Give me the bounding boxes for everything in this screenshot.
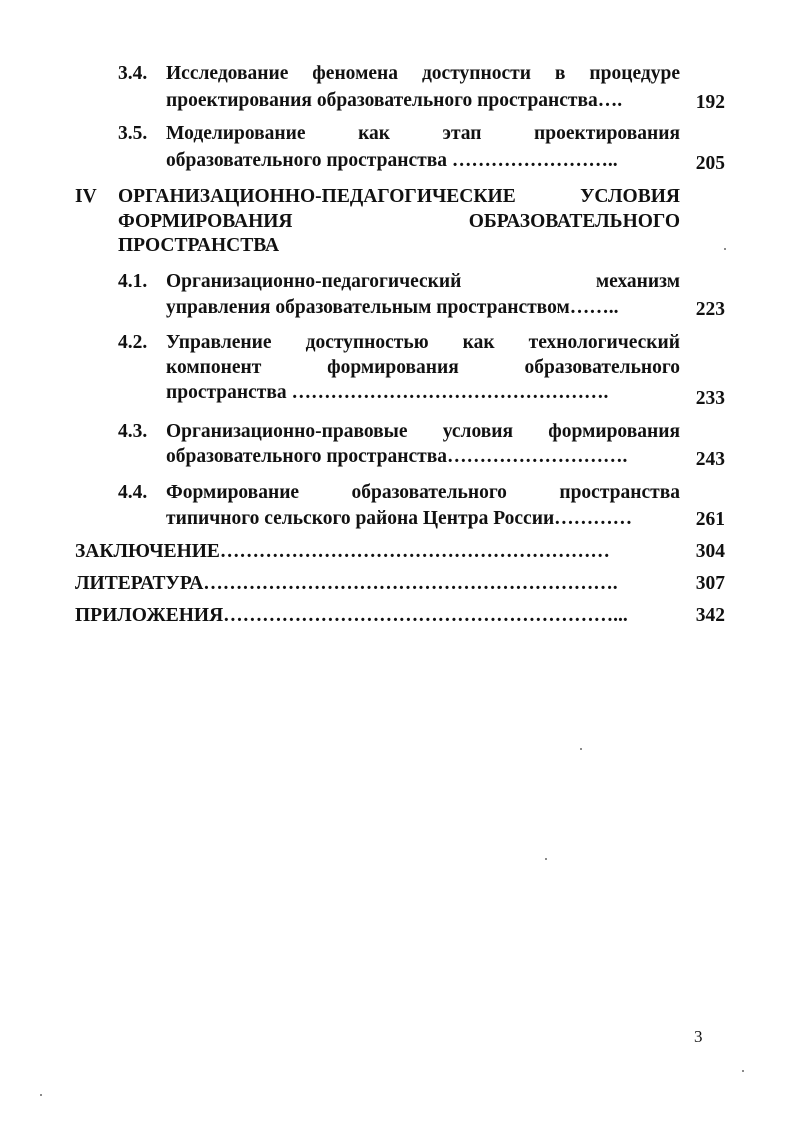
entry-title-line: Организационно-педагогический механизм [166, 271, 680, 292]
entry-title-line: компонент формирования образовательного [166, 357, 680, 378]
scan-speck [580, 748, 582, 750]
entry-title-line: Моделирование как этап проектирования [166, 123, 680, 144]
entry-title-line: управления образовательным пространством…….. [166, 297, 619, 318]
chapter-title-line: ФОРМИРОВАНИЯ ОБРАЗОВАТЕЛЬНОГО [118, 211, 680, 232]
entry-title-line: проектирования образовательного пространства…. [166, 90, 623, 111]
references-title: ЛИТЕРАТУРА………………………………………………………. [75, 573, 618, 594]
entry-number: 3.5. [118, 123, 148, 144]
scan-speck [742, 1070, 744, 1072]
scan-speck [545, 858, 547, 860]
entry-number: 3.4. [118, 63, 148, 84]
scan-speck [724, 248, 726, 250]
entry-title-line: Исследование феномена доступности в процедуре [166, 63, 680, 84]
entry-title-line: Организационно-правовые условия формирования [166, 421, 680, 442]
entry-title-line: Формирование образовательного пространства [166, 482, 680, 503]
entry-title-line: типичного сельского района Центра России………… [166, 508, 633, 529]
entry-page: 304 [695, 541, 725, 562]
entry-title-line: пространства …………………………………………. [166, 382, 609, 403]
entry-page: 233 [695, 388, 725, 409]
entry-number: 4.4. [118, 482, 148, 503]
entry-page: 223 [695, 299, 725, 320]
entry-page: 307 [695, 573, 725, 594]
chapter-number: IV [75, 186, 97, 207]
entry-page: 205 [695, 153, 725, 174]
appendices-title: ПРИЛОЖЕНИЯ……………………………………………………... [75, 605, 628, 626]
page-number: 3 [694, 1027, 703, 1046]
entry-page: 261 [695, 509, 725, 530]
chapter-title-line: ОРГАНИЗАЦИОННО-ПЕДАГОГИЧЕСКИЕ УСЛОВИЯ [118, 186, 680, 207]
entry-title-line: образовательного пространства …………………….. [166, 150, 618, 171]
entry-title-line: Управление доступностью как технологический [166, 332, 680, 353]
conclusion-title: ЗАКЛЮЧЕНИЕ…………………………………………………… [75, 541, 610, 562]
entry-page: 342 [695, 605, 725, 626]
entry-page: 192 [695, 92, 725, 113]
entry-number: 4.3. [118, 421, 148, 442]
entry-number: 4.1. [118, 271, 148, 292]
chapter-title-line: ПРОСТРАНСТВА [118, 235, 280, 256]
entry-title-line: образовательного пространства………………………. [166, 446, 628, 467]
scan-speck [40, 1094, 42, 1096]
entry-page: 243 [695, 449, 725, 470]
entry-number: 4.2. [118, 332, 148, 353]
